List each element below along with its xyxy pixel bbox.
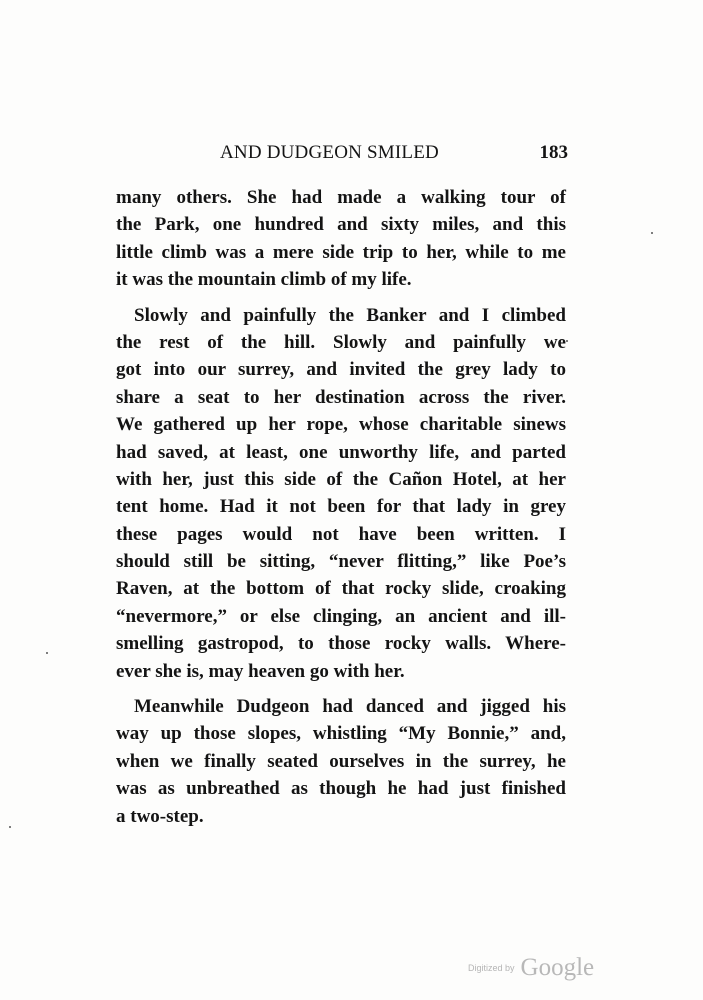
scan-speck: [566, 340, 568, 342]
text-line: We gathered up her rope, whose charitable sinews: [116, 414, 566, 436]
text-line: it was the mountain climb of my life.: [116, 269, 412, 291]
text-line: “nevermore,” or else clinging, an ancient and ill-: [116, 605, 566, 627]
text-line: the Park, one hundred and sixty miles, and this: [116, 214, 566, 236]
text-line: Slowly and painfully the Banker and I climbed: [134, 304, 566, 326]
text-line: had saved, at least, one unworthy life, and parted: [116, 441, 566, 463]
text-line: way up those slopes, whistling “My Bonnie,” and,: [116, 723, 566, 745]
running-head: [220, 142, 568, 168]
text-line: the rest of the hill. Slowly and painfully we: [116, 331, 566, 353]
text-line: share a seat to her destination across the river.: [116, 386, 566, 408]
scan-speck: [9, 826, 11, 828]
watermark-prefix: Digitized by: [468, 963, 515, 973]
text-line: Raven, at the bottom of that rocky slide, croaking: [116, 578, 566, 600]
scan-speck: [651, 232, 653, 234]
text-line: Meanwhile Dudgeon had danced and jigged his: [134, 696, 566, 718]
text-line: tent home. Had it not been for that lady in grey: [116, 496, 566, 518]
paragraph: [116, 184, 566, 294]
text-line: should still be sitting, “never flitting,” like Poe’s: [116, 551, 566, 573]
body-text: [116, 184, 566, 830]
text-line: a two-step.: [116, 805, 204, 827]
scan-speck: [46, 652, 48, 654]
page-number: 183: [539, 142, 568, 163]
text-line: was as unbreathed as though he had just finished: [116, 778, 566, 800]
text-line: little climb was a mere side trip to her, while to me: [116, 241, 566, 263]
paragraph: [116, 693, 566, 830]
digitized-watermark: [468, 954, 594, 984]
text-line: many others. She had made a walking tour of: [116, 187, 566, 208]
text-line: these pages would not have been written. I: [116, 523, 566, 545]
text-line: smelling gastropod, to those rocky walls. Where-: [116, 633, 566, 655]
google-logo: Google: [520, 954, 595, 981]
text-line: got into our surrey, and invited the grey lady to: [116, 359, 566, 381]
text-line: with her, just this side of the Cañon Hotel, at her: [116, 468, 566, 490]
running-title: AND DUDGEON SMILED: [220, 142, 439, 163]
text-line: when we finally seated ourselves in the surrey, he: [116, 750, 566, 772]
text-line: ever she is, may heaven go with her.: [116, 660, 405, 682]
paragraph: [116, 302, 566, 685]
